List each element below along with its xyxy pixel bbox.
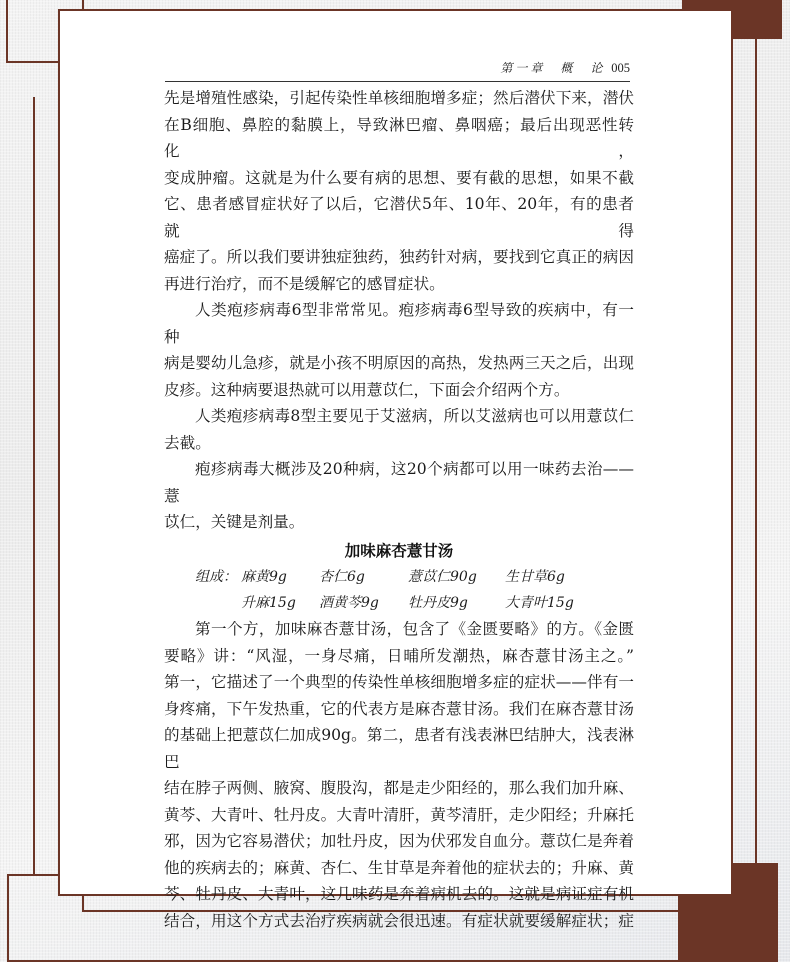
formula-title: 加味麻杏薏甘汤: [344, 541, 454, 560]
text-line: 它、患者感冒症状好了以后，它潜伏5年、10年、20年，有的患者就得: [164, 195, 634, 240]
frame-line: [33, 97, 35, 875]
text-line: 身疼痛，下午发热重，它的代表方是麻杏薏甘汤。我们在麻杏薏甘汤: [164, 699, 634, 718]
text-line: 他的疾病去的；麻黄、杏仁、生甘草是奔着他的症状去的；升麻、黄: [164, 858, 634, 877]
running-head: [165, 59, 630, 82]
text-line: 苡仁，关键是剂量。: [164, 513, 305, 531]
text-line: 人类疱疹病毒8型主要见于艾滋病，所以艾滋病也可以用薏苡仁: [195, 407, 634, 425]
text-line: 黄芩、大青叶、牡丹皮。大青叶清肝，黄芩清肝，走少阳经；升麻托: [164, 805, 634, 824]
formula-row: [164, 590, 634, 616]
formula-row: [164, 564, 634, 590]
text-line: 人类疱疹病毒6型非常常见。疱疹病毒6型导致的疾病中，有一种: [164, 301, 634, 346]
text-line: 先是增殖性感染，引起传染性单核细胞增多症；然后潜伏下来，潜伏: [164, 89, 634, 107]
ingredient: 杏仁6g: [319, 569, 365, 585]
text-line: 疱疹病毒大概涉及20种病，这20个病都可以用一味药去治——薏: [164, 460, 634, 505]
frame-line: [7, 874, 9, 962]
text-line: 再进行治疗，而不是缓解它的感冒症状。: [164, 274, 445, 293]
ingredient: 酒黄芩9g: [319, 595, 379, 611]
text-line: 的基础上把薏苡仁加成90g。第二，患者有浅表淋巴结肿大，浅表淋巴: [164, 726, 634, 771]
page-number: 005: [611, 61, 630, 75]
text-line: 要略》讲：“风湿，一身尽痛，日晡所发潮热，麻杏薏甘汤主之。”: [164, 646, 634, 665]
book-page: [58, 9, 733, 930]
text-line: 病是婴幼儿急疹，就是小孩不明原因的高热，发热两三天之后，出现: [164, 354, 634, 372]
text-line: 在B细胞、鼻腔的黏膜上，导致淋巴瘤、鼻咽癌；最后出现恶性转化，: [164, 115, 634, 160]
text-line: 皮疹。这种病要退热就可以用薏苡仁，下面会介绍两个方。: [164, 380, 570, 399]
frame-line: [6, 0, 8, 63]
text-line: 结合，用这个方式去治疗疾病就会很迅速。有症状就要缓解症状；症: [164, 911, 634, 930]
ingredient: 生甘草6g: [505, 569, 565, 585]
frame-line: [7, 874, 59, 876]
text-line: 癌症了。所以我们要讲独症独药，独药针对病，要找到它真正的病因: [164, 248, 634, 266]
ingredient: 升麻15g: [241, 595, 296, 611]
frame-line: [6, 61, 60, 63]
formula-label: 组成：: [195, 569, 237, 585]
body-text: [164, 85, 634, 934]
text-line: 结在脖子两侧、腋窝、腹股沟，都是走少阳经的，那么我们加升麻、: [164, 779, 634, 797]
ingredient: 薏苡仁90g: [408, 569, 477, 585]
text-line: 变成肿瘤。这就是为什么要有病的思想、要有截的思想，如果不截: [164, 168, 634, 187]
text-line: 去截。: [164, 433, 211, 452]
chapter-title: 第一章 概 论: [500, 61, 606, 75]
ingredient: 大青叶15g: [505, 595, 574, 611]
text-line: 第一，它描述了一个典型的传染性单核细胞增多症的症状——伴有一: [164, 673, 634, 691]
frame-line: [755, 38, 757, 864]
text-line: 芩、牡丹皮、大青叶，这几味药是奔着病机去的。这就是病证症有机: [164, 885, 634, 903]
ingredient: 麻黄9g: [241, 569, 287, 585]
text-line: 邪，因为它容易潜伏；加牡丹皮，因为伏邪发自血分。薏苡仁是奔着: [164, 832, 634, 850]
text-line: 第一个方，加味麻杏薏甘汤，包含了《金匮要略》的方。《金匮: [195, 620, 634, 638]
ingredient: 牡丹皮9g: [408, 595, 468, 611]
